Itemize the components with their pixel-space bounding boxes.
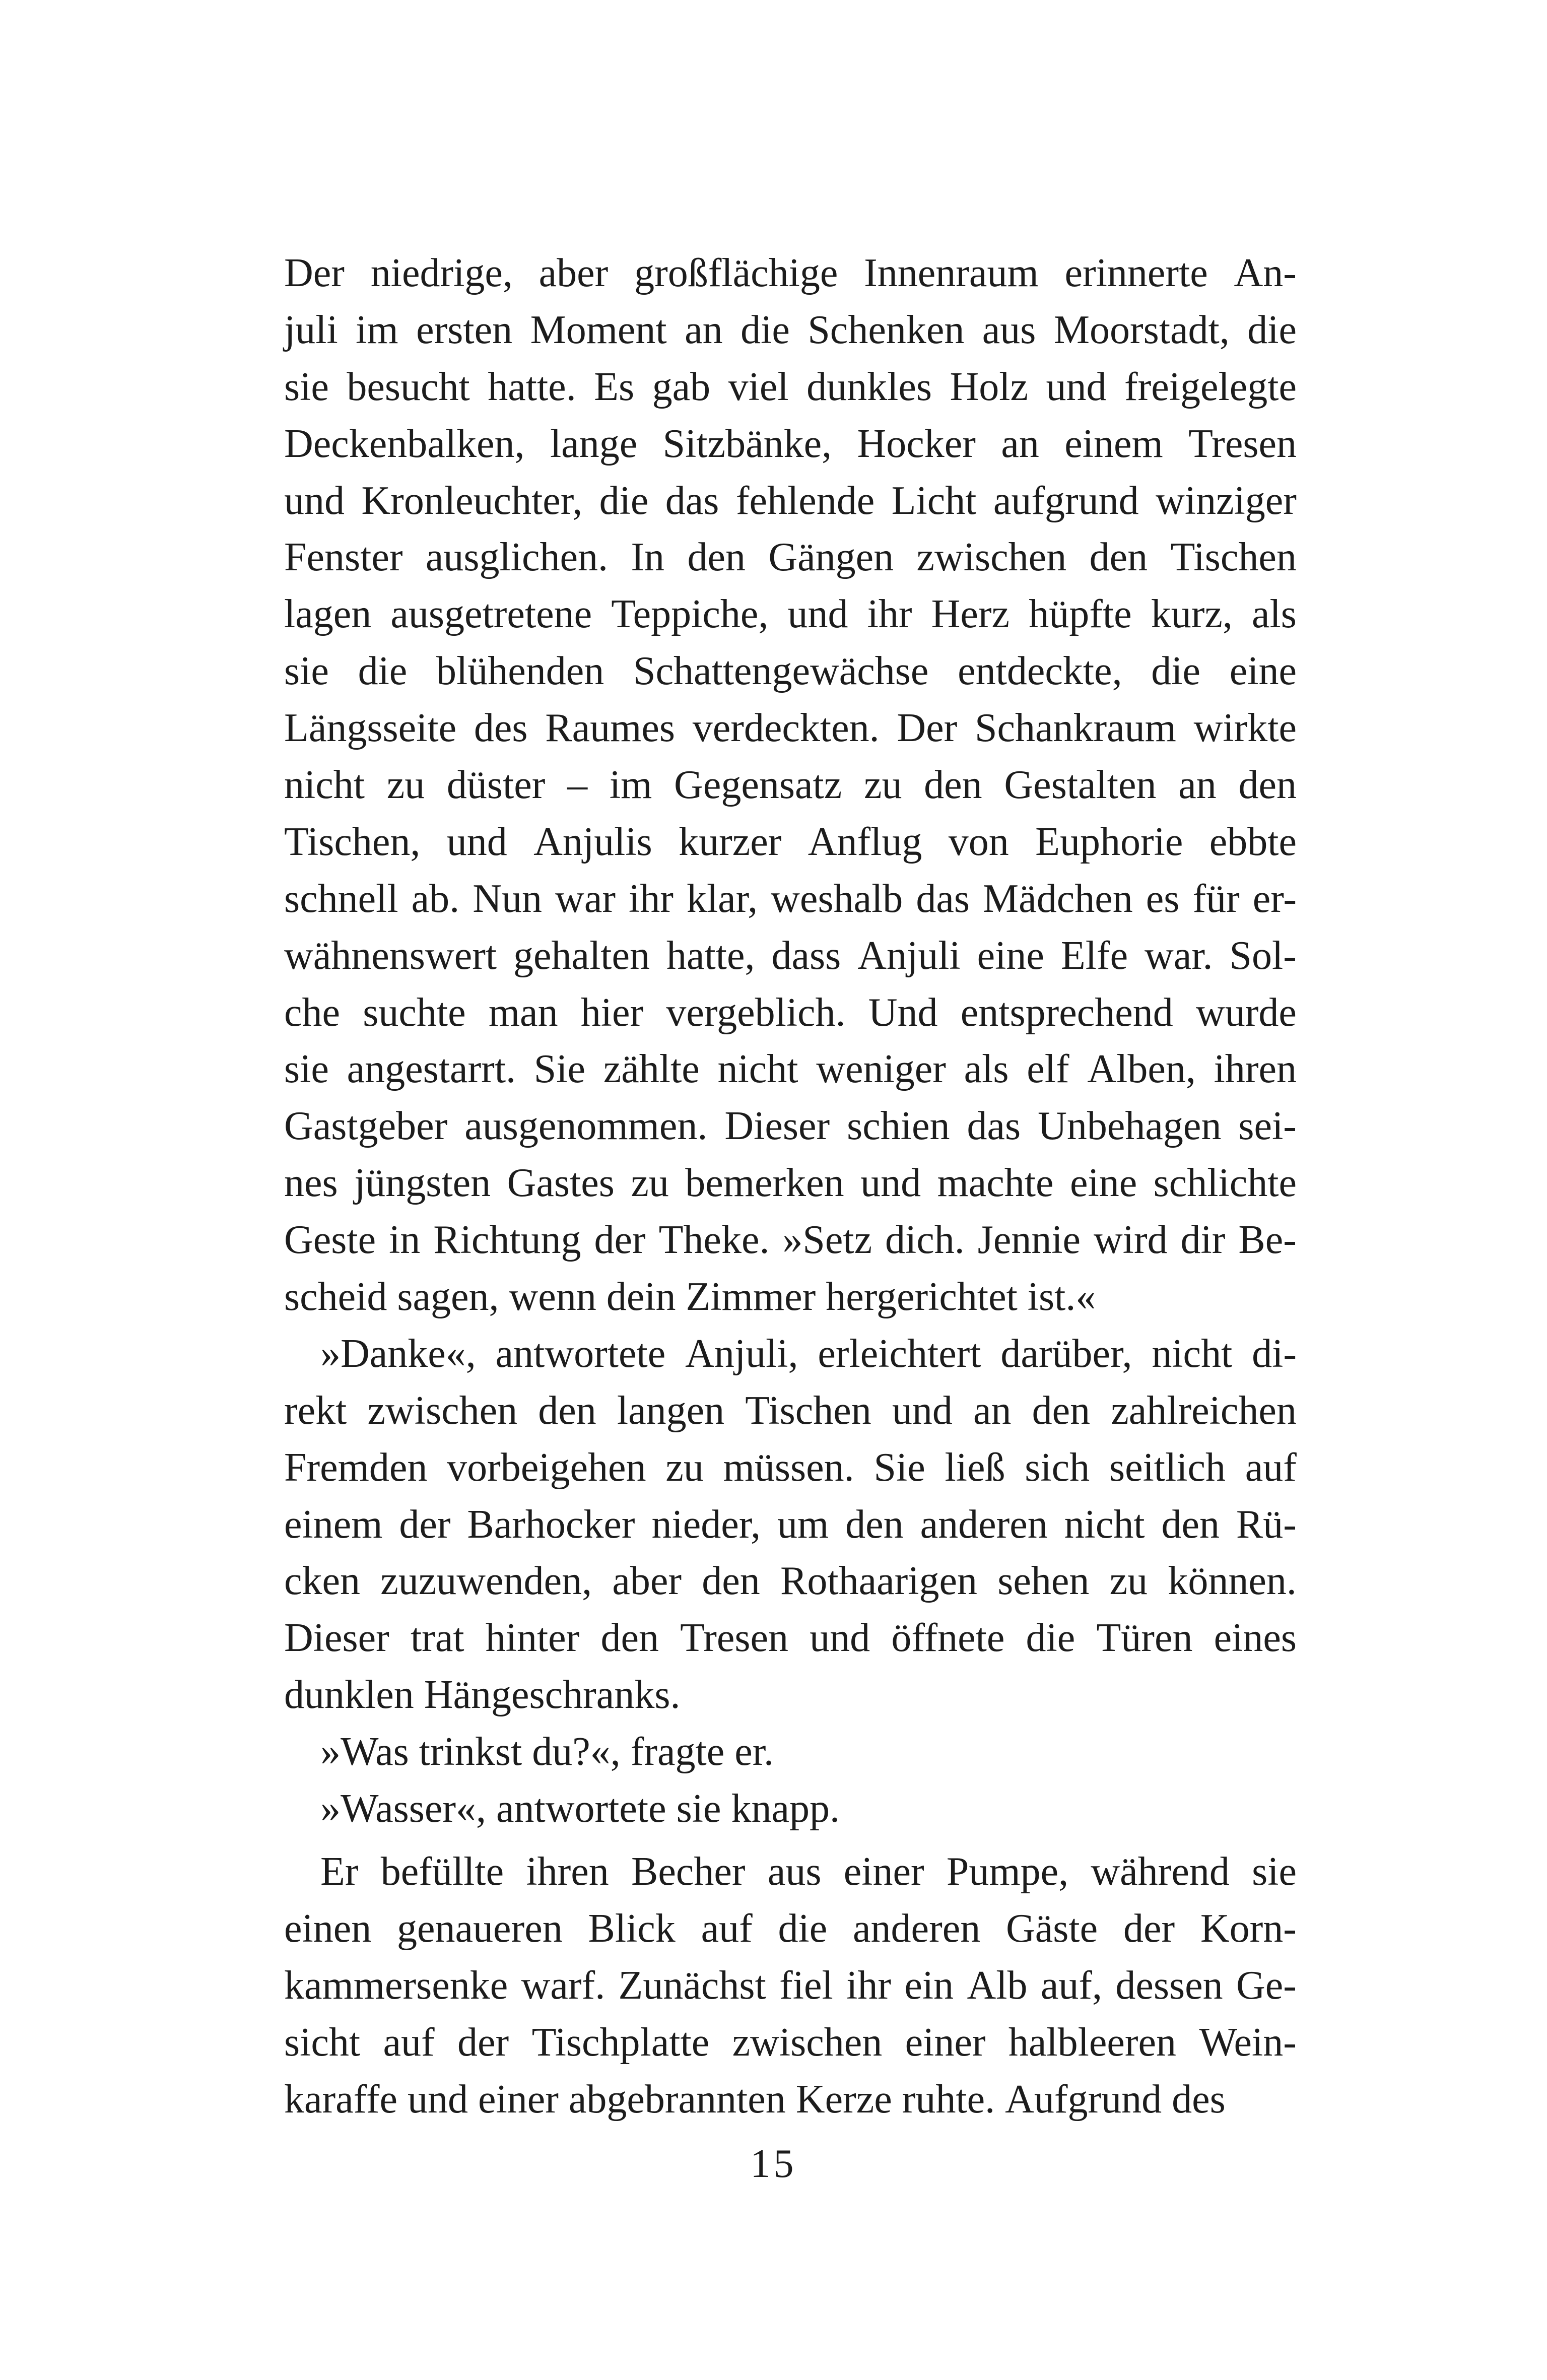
paragraph xyxy=(284,1780,1297,1837)
text-line: »Danke«, antwortete Anjuli, erleichtert darüber, nicht di- xyxy=(320,1331,1297,1376)
text-line: juli im ersten Moment an die Schenken aus Moorstadt, die xyxy=(284,307,1297,352)
text-line: und Kronleuchter, die das fehlende Licht aufgrund winziger xyxy=(284,478,1297,523)
paragraph xyxy=(284,1724,1297,1780)
text-line: dunklen Hängeschranks. xyxy=(284,1673,681,1717)
text-line: sie besucht hatte. Es gab viel dunkles Holz und freigelegte xyxy=(284,364,1297,409)
text-line: Geste in Richtung der Theke. »Setz dich. Jennie wird dir Be- xyxy=(284,1218,1297,1263)
text-line: karaffe und einer abgebrannten Kerze ruhte. Aufgrund des xyxy=(284,2077,1226,2122)
text-line: rekt zwischen den langen Tischen und an den zahlreichen xyxy=(284,1388,1297,1433)
text-line: Der niedrige, aber großflächige Innenraum erinnerte An- xyxy=(284,251,1297,295)
text-line: Fenster ausglichen. In den Gängen zwischen den Tischen xyxy=(284,535,1297,580)
paragraph xyxy=(284,245,1297,1326)
text-line: sie angestarrt. Sie zählte nicht weniger als elf Alben, ihren xyxy=(284,1047,1297,1092)
page-number: 15 xyxy=(750,2142,797,2186)
text-line: einen genaueren Blick auf die anderen Gäste der Korn- xyxy=(284,1906,1297,1951)
text-line: sie die blühenden Schattengewächse entdeckte, die eine xyxy=(284,649,1297,694)
text-line: Dieser trat hinter den Tresen und öffnete die Türen eines xyxy=(284,1616,1297,1661)
text-line: schnell ab. Nun war ihr klar, weshalb das Mädchen es für er- xyxy=(284,876,1297,921)
text-line: Längsseite des Raumes verdeckten. Der Schankraum wirkte xyxy=(284,706,1297,751)
text-line: Gastgeber ausgenommen. Dieser schien das Unbehagen sei- xyxy=(284,1104,1297,1149)
text-line: Fremden vorbeigehen zu müssen. Sie ließ sich seitlich auf xyxy=(284,1445,1297,1490)
body-text xyxy=(284,245,1297,2128)
paragraph xyxy=(284,1843,1297,2128)
text-line: Tischen, und Anjulis kurzer Anflug von Euphorie ebbte xyxy=(284,819,1297,864)
paragraph xyxy=(284,1326,1297,1724)
text-line: »Wasser«, antwortete sie knapp. xyxy=(320,1787,840,1831)
text-line: »Was trinkst du?«, fragte er. xyxy=(320,1730,774,1774)
text-line: lagen ausgetretene Teppiche, und ihr Herz hüpfte kurz, als xyxy=(284,592,1297,637)
text-line: einem der Barhocker nieder, um den anderen nicht den Rü- xyxy=(284,1502,1297,1547)
text-line: wähnenswert gehalten hatte, dass Anjuli eine Elfe war. Sol- xyxy=(284,933,1297,978)
text-line: cken zuzuwenden, aber den Rothaarigen sehen zu können. xyxy=(284,1559,1297,1604)
text-line: scheid sagen, wenn dein Zimmer hergerichtet ist.« xyxy=(284,1275,1096,1319)
text-line: Er befüllte ihren Becher aus einer Pumpe, während sie xyxy=(320,1849,1297,1894)
text-line: kammersenke warf. Zunächst fiel ihr ein Alb auf, dessen Ge- xyxy=(284,1963,1297,2008)
text-line: nicht zu düster – im Gegensatz zu den Gestalten an den xyxy=(284,763,1297,808)
text-line: che suchte man hier vergeblich. Und entsprechend wurde xyxy=(284,990,1297,1035)
text-line: sicht auf der Tischplatte zwischen einer halbleeren Wein- xyxy=(284,2020,1297,2065)
text-line: nes jüngsten Gastes zu bemerken und machte eine schlichte xyxy=(284,1161,1297,1206)
text-line: Deckenbalken, lange Sitzbänke, Hocker an einem Tresen xyxy=(284,421,1297,466)
